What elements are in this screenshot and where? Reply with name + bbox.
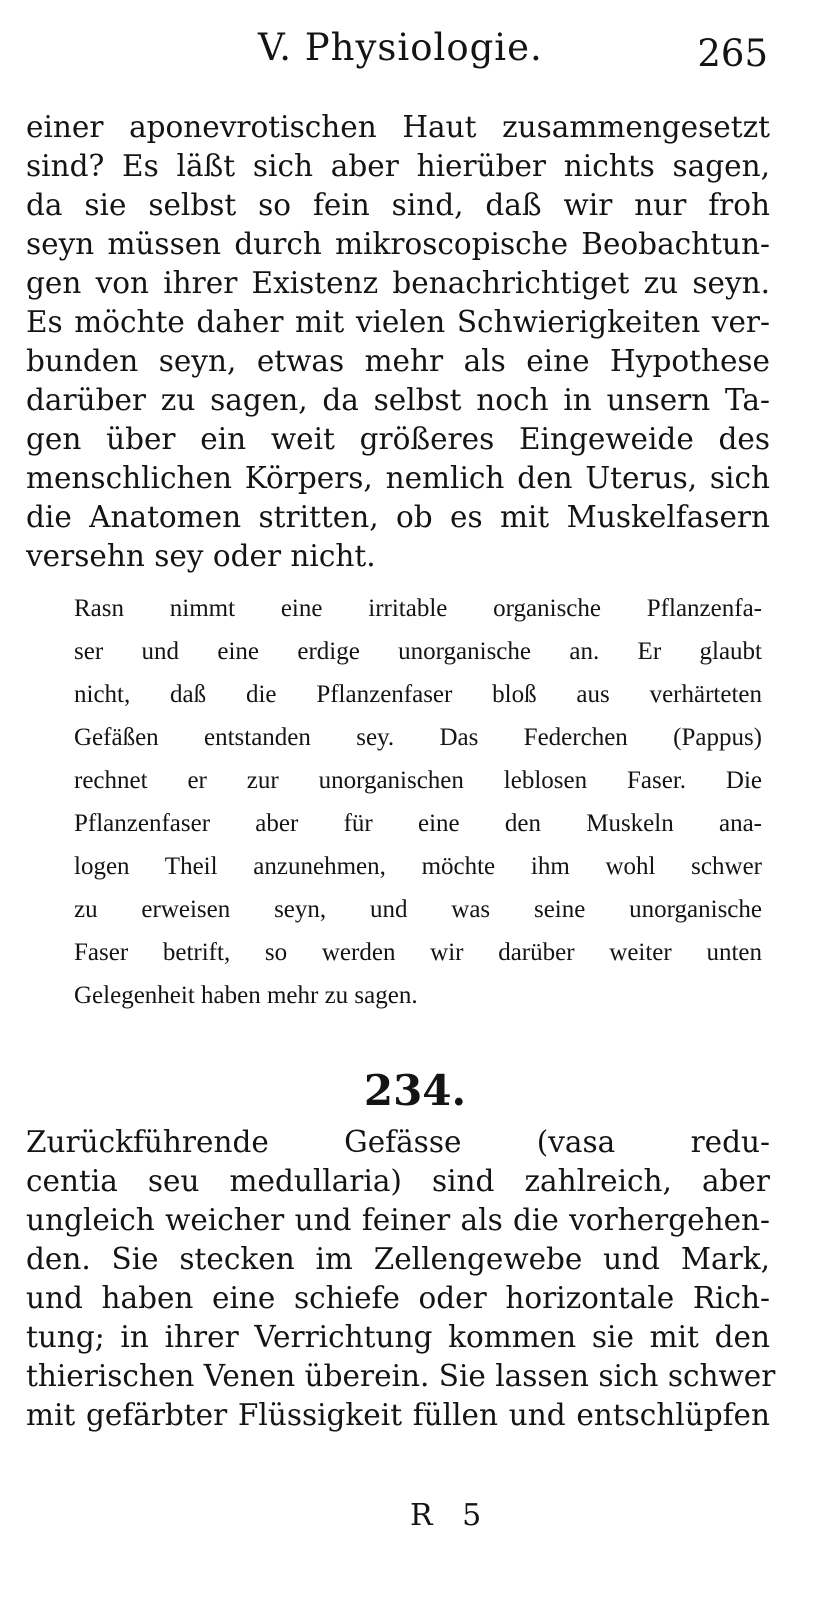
note-line: rechnet er zur unorganischen leblosen Faser. Die bbox=[74, 767, 762, 794]
text-line: gen von ihrer Existenz benachrichtiget zu seyn. bbox=[26, 266, 770, 300]
note-line: Pflanzenfaser aber für eine den Muskeln ana- bbox=[74, 810, 762, 837]
text-line: den. Sie stecken im Zellengewebe und Mark, bbox=[26, 1242, 770, 1276]
note-line: nicht, daß die Pflanzenfaser bloß aus verhärteten bbox=[74, 681, 762, 708]
page-number: 265 bbox=[697, 32, 768, 75]
text-line: einer aponevrotischen Haut zusammengesetzt bbox=[26, 110, 770, 144]
text-line: die Anatomen stritten, ob es mit Muskelfasern bbox=[26, 500, 770, 534]
text-line: da sie selbst so fein sind, daß wir nur froh bbox=[26, 188, 770, 222]
note-line: Gefäßen entstanden sey. Das Federchen (Pappus) bbox=[74, 724, 762, 751]
text-line: seyn müssen durch mikroscopische Beobachtun- bbox=[26, 227, 770, 261]
section-number: 234. bbox=[363, 1066, 467, 1115]
text-line: centia seu medullaria) sind zahlreich, aber bbox=[26, 1164, 770, 1198]
note-line: Gelegenheit haben mehr zu sagen. bbox=[74, 982, 418, 1009]
note-line: Rasn nimmt eine irritable organische Pflanzenfa- bbox=[74, 595, 762, 622]
note-line: ser und eine erdige unorganische an. Er glaubt bbox=[74, 638, 762, 665]
text-line: gen über ein weit größeres Eingeweide des bbox=[26, 422, 770, 456]
text-line: ungleich weicher und feiner als die vorhergehen- bbox=[26, 1203, 770, 1237]
text-line: tung; in ihrer Verrichtung kommen sie mit den bbox=[26, 1320, 770, 1354]
text-line: Zurückführende Gefässe (vasa redu- bbox=[26, 1125, 770, 1159]
text-line: thierischen Venen überein. Sie lassen sich schwer bbox=[26, 1359, 776, 1393]
note-line: Faser betrift, so werden wir darüber weiter unten bbox=[74, 939, 762, 966]
text-line: menschlichen Körpers, nemlich den Uterus, sich bbox=[26, 461, 770, 495]
text-line: mit gefärbter Flüssigkeit füllen und entschlüpfen bbox=[26, 1398, 770, 1432]
page-header bbox=[0, 20, 830, 80]
note-line: zu erweisen seyn, und was seine unorganische bbox=[74, 896, 762, 923]
text-line: versehn sey oder nicht. bbox=[26, 539, 376, 573]
text-line: bunden seyn, etwas mehr als eine Hypothese bbox=[26, 344, 770, 378]
running-head: V. Physiologie. bbox=[258, 26, 543, 69]
text-line: Es möchte daher mit vielen Schwierigkeiten ver- bbox=[26, 305, 770, 339]
catchword: R 5 bbox=[410, 1498, 492, 1533]
text-line: sind? Es läßt sich aber hierüber nichts sagen, bbox=[26, 149, 770, 183]
text-line: und haben eine schiefe oder horizontale Rich- bbox=[26, 1281, 770, 1315]
text-line: darüber zu sagen, da selbst noch in unsern Ta- bbox=[26, 383, 770, 417]
note-line: logen Theil anzunehmen, möchte ihm wohl schwer bbox=[74, 853, 762, 880]
